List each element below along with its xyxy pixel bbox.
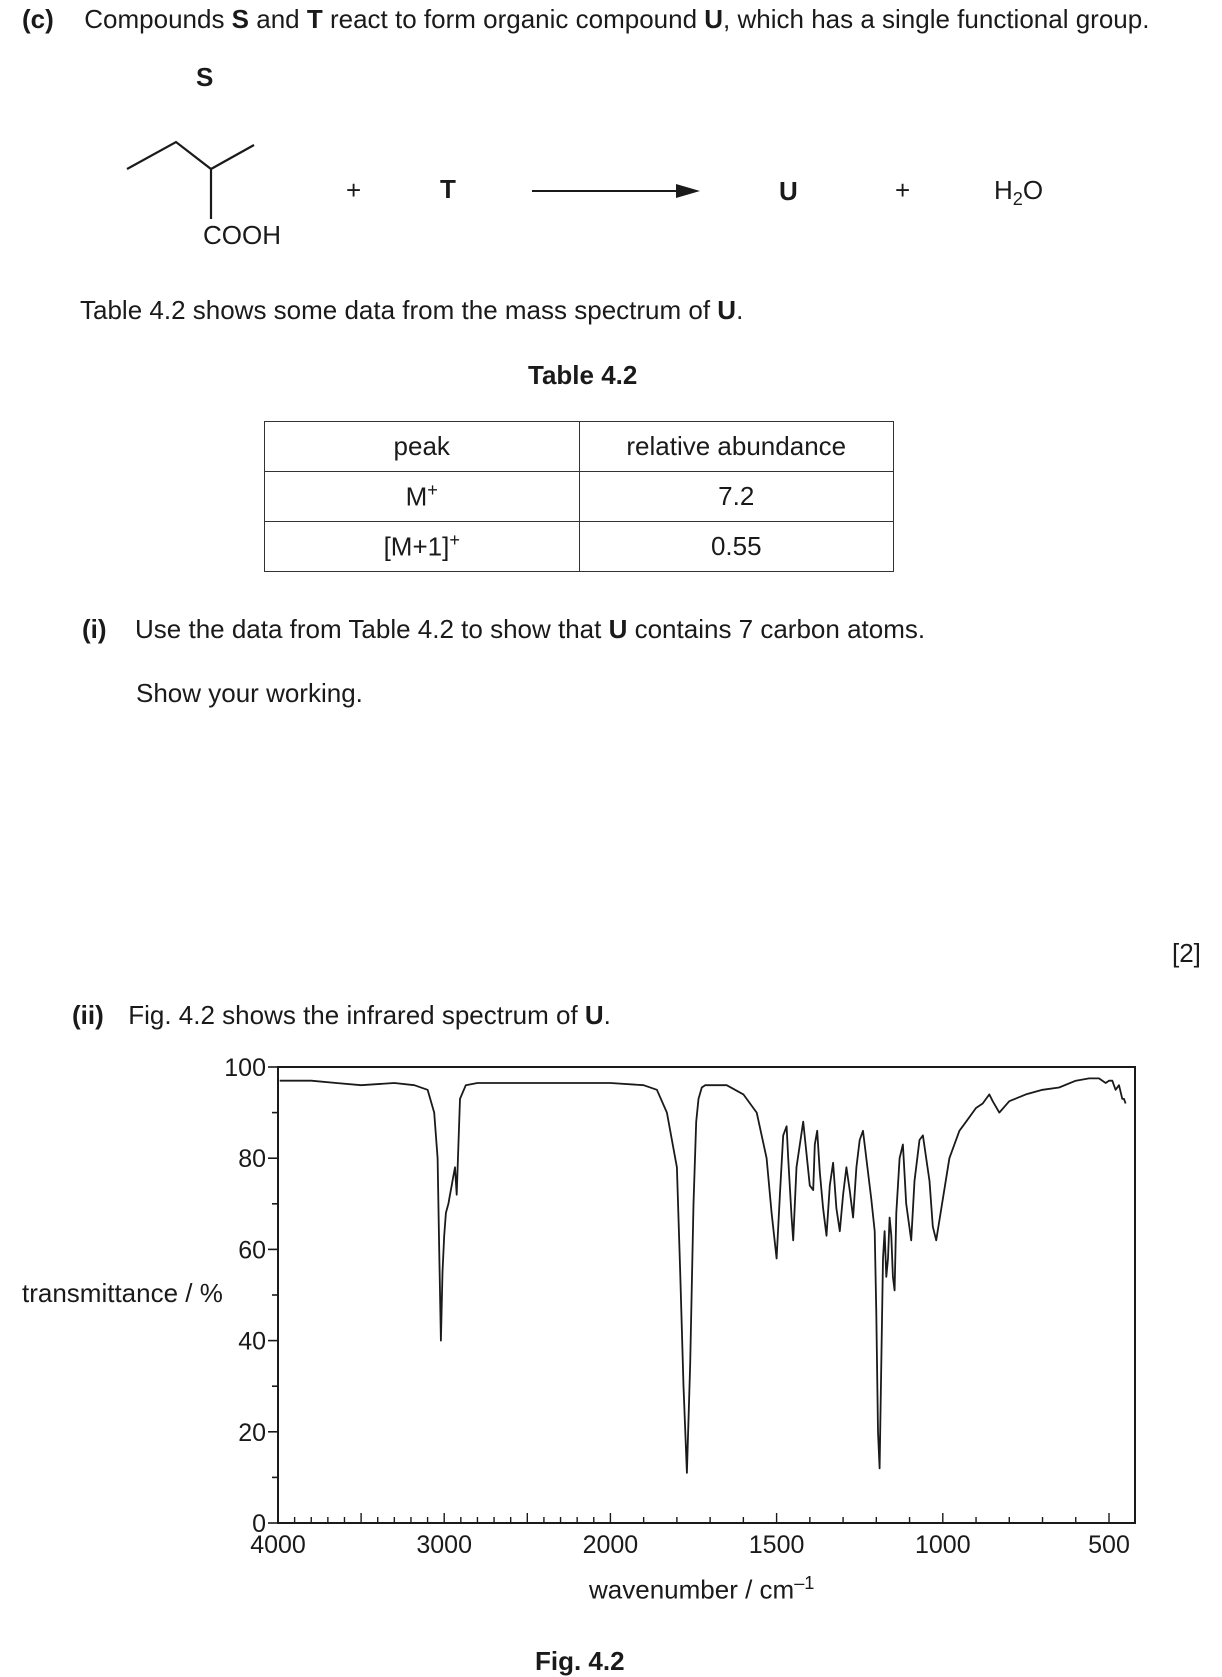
question-ii-end: . [603,1000,611,1030]
abundance-cell: 7.2 [579,472,894,522]
table-intro-end: . [736,295,744,325]
x-axis-ticks [278,1513,1109,1523]
header-relative-abundance: relative abundance [579,422,894,472]
table-title: Table 4.2 [528,360,638,390]
part-c-text-and: and [249,4,307,34]
y-tick-label: 40 [238,1327,266,1356]
ir-spectrum-trace [280,1078,1126,1472]
x-axis-tick-labels [250,1531,1130,1559]
plus-sign-1: + [346,175,362,205]
compound-u-ref: U [704,4,724,34]
part-c-text-mid: react to form organic compound [322,4,705,34]
part-c-text-pre: Compounds [84,4,232,34]
question-i-text: Use the data from Table 4.2 to show that [135,614,609,644]
compound-t-label: T [440,174,456,204]
compound-s-ref: S [231,4,250,34]
x-tick-label: 4000 [250,1531,306,1559]
x-axis-label-exponent: –1 [794,1573,815,1593]
peak-charge: + [449,530,460,551]
x-tick-label: 500 [1088,1531,1130,1559]
y-axis-ticks [268,1067,278,1523]
marks-label: [2] [1172,938,1201,968]
cooh-group-label: COOH [203,220,281,250]
x-axis-label-text: wavenumber / cm [589,1574,795,1605]
question-ii-label: (ii) [72,1000,104,1030]
plot-frame [278,1067,1135,1523]
question-i-u: U [608,614,628,644]
y-tick-label: 0 [252,1510,266,1538]
question-i-end: contains 7 carbon atoms. [627,614,926,644]
peak-charge: + [427,480,438,501]
part-c-label: (c) [22,4,54,34]
water-subscript: 2 [1012,189,1023,210]
x-tick-label: 3000 [416,1531,473,1559]
question-i-label: (i) [82,614,107,644]
y-tick-label: 100 [224,1054,266,1082]
peak-value: [M+1] [383,531,450,562]
y-axis-label: transmittance / % [22,1278,223,1308]
plus-sign-2: + [895,175,911,205]
working-instruction: Show your working. [136,678,363,708]
y-tick-label: 20 [238,1418,266,1447]
water-h: H [994,175,1013,205]
compound-t-ref: T [306,4,323,34]
y-tick-label: 80 [238,1145,266,1174]
abundance-cell: 0.55 [579,522,894,572]
table-intro-u: U [717,295,737,325]
structure-s-label: S [196,62,214,92]
x-axis-label [589,1573,814,1606]
x-tick-label: 2000 [582,1531,639,1559]
question-ii-u: U [584,1000,604,1030]
figure-caption: Fig. 4.2 [535,1646,625,1676]
y-tick-label: 60 [238,1236,266,1265]
water-o: O [1022,175,1044,205]
y-axis-tick-labels [224,1054,266,1538]
compound-u-label: U [779,176,798,206]
table-intro-text: Table 4.2 shows some data from the mass spectrum of [80,295,718,325]
peak-value: M [405,481,428,512]
x-tick-label: 1000 [914,1531,971,1559]
part-c-text-post: , which has a single functional group. [723,4,1150,34]
x-tick-label: 1500 [748,1531,805,1559]
header-peak: peak [265,422,580,472]
question-ii-text: Fig. 4.2 shows the infrared spectrum of [128,1000,585,1030]
